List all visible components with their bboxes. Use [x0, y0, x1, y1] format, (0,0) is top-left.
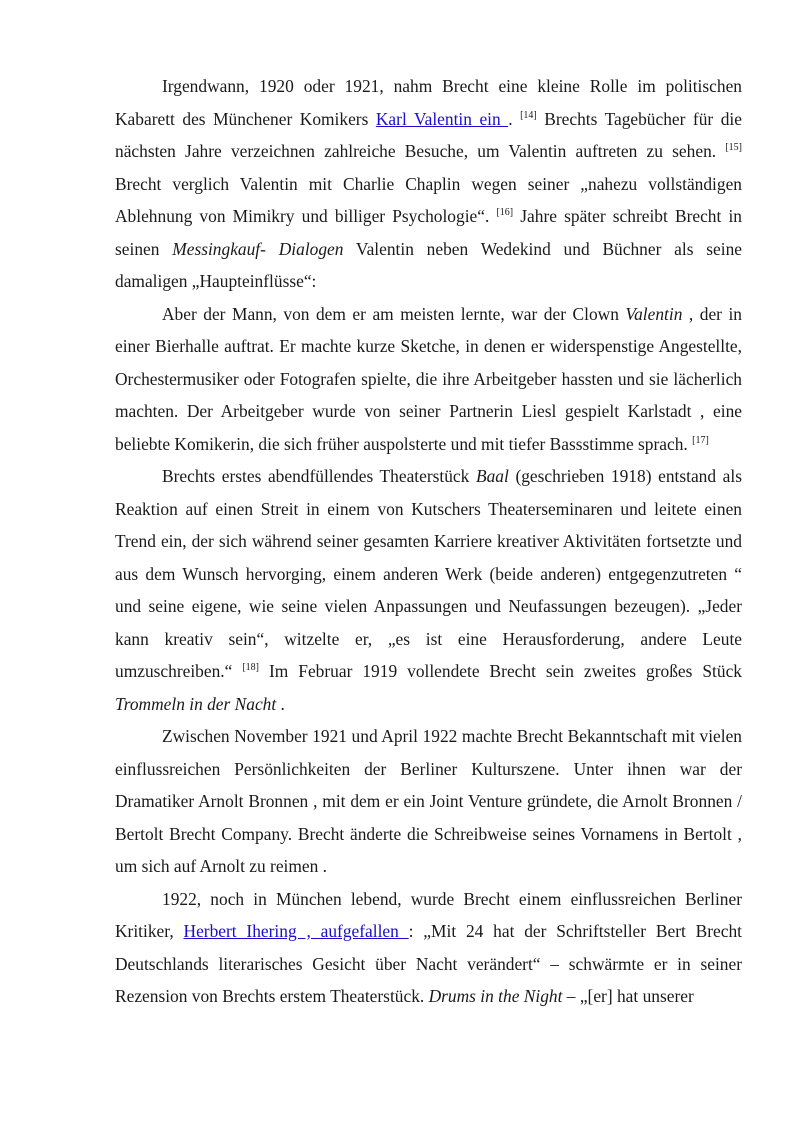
paragraph-text: Irgendwann, 1920 oder 1921, nahm Brecht eine kleine Rolle im politischen Kabarett des Münchener Komikers — [115, 76, 742, 129]
paragraph-text: – „[er] hat unserer — [562, 986, 694, 1006]
paragraph-text: . — [508, 108, 521, 129]
footnote-ref-18[interactable]: [18] — [242, 662, 259, 673]
paragraph-text: : „Mit 24 hat der Schriftsteller Bert Brecht Deutschlands literarisches Gesicht über Nacht verändert“ – schwärmte er in seiner Rezension von Brechts erstem Theaterstück. — [115, 921, 742, 1006]
footnote-ref-17[interactable]: [17] — [692, 434, 709, 446]
work-title-drums: Drums in the Night — [428, 986, 563, 1006]
document-page — [115, 70, 742, 1013]
paragraph-berlin — [115, 720, 742, 883]
karl-valentin-link[interactable]: Karl Valentin ein — [375, 108, 509, 129]
work-title-messingkauf: Messingkauf- Dialogen — [172, 238, 344, 259]
paragraph-quote-clown — [115, 298, 742, 461]
footnote-ref-14[interactable]: [14] — [520, 109, 537, 121]
work-title-baal: Baal — [475, 466, 509, 486]
paragraph-text: Brechts Tagebücher für die nächsten Jahre verzeichnen zahlreiche Besuche, um Valentin auftreten zu sehen. — [115, 108, 742, 161]
footnote-ref-16[interactable]: [16] — [496, 207, 514, 218]
footnote-ref-15[interactable]: [15] — [725, 142, 742, 153]
name-valentin: Valentin — [625, 303, 683, 324]
paragraph-text: , der in einer Bierhalle auftrat. Er machte kurze Sketche, in denen er widerspenstige Angestellte, Orchestermusiker oder Fotografen spielte, die ihre Arbeitgeber hassten und sie lächerlich machten. Der Arbeitgeber wurde von seiner Partnerin Liesl gespielt Karlstadt , eine beliebte Komikerin, die sich früher auspolsterte und mit tiefer Bassstimme sprach. — [115, 303, 742, 454]
paragraph-text: Brechts erstes abendfüllendes Theaterstück — [162, 466, 476, 486]
paragraph-text: Zwischen November 1921 und April 1922 machte Brecht Bekanntschaft mit vielen einflussreichen Persönlichkeiten der Berliner Kulturszene. Unter ihnen war der Dramatiker Arnolt Bronnen , mit dem er ein Joint Venture gründete, die Arnolt Bronnen / Bertolt Brecht Company. Brecht änderte die Schreibweise seines Vornamens in Bertolt , um sich auf Arnolt zu reimen . — [115, 726, 742, 876]
paragraph-ihering — [115, 883, 742, 1013]
paragraph-text: Brecht verglich Valentin mit Charlie Chaplin wegen seiner „nahezu vollständigen Ablehnung von Mimikry und billiger Psychologie“. — [115, 173, 742, 226]
paragraph-valentin — [115, 70, 742, 298]
paragraph-baal — [115, 460, 742, 720]
paragraph-text: (geschrieben 1918) entstand als Reaktion auf einen Streit in einem von Kutschers Theaterseminaren und leitete einen Trend ein, der sich während seiner gesamten Karriere kreativer Aktivitäten fortsetzte und aus dem Wunsch hervorging, einem anderen Werk (beide anderen) entgegenzutreten “ und seine eigene, wie seine vielen Anpassungen und Neufassungen bezeugen). „Jeder kann kreativ sein“, witzelte er, „es ist eine Herausforderung, andere Leute umzuschreiben.“ — [115, 466, 742, 681]
paragraph-text: Valentin neben Wedekind und Büchner als seine damaligen „Haupteinflüsse“: — [115, 238, 743, 291]
paragraph-text: 1922, noch in München lebend, wurde Brecht einem einflussreichen Berliner Kritiker, — [115, 888, 742, 941]
paragraph-text: Im Februar 1919 vollendete Brecht sein zweites großes Stück — [259, 661, 742, 681]
work-title-trommeln: Trommeln in der Nacht — [115, 693, 277, 714]
paragraph-text: Aber der Mann, von dem er am meisten lernte, war der Clown — [162, 303, 626, 324]
paragraph-text: Jahre später schreibt Brecht in seinen — [115, 206, 743, 259]
herbert-ihering-link[interactable]: Herbert Ihering , aufgefallen — [183, 921, 409, 941]
paragraph-text: . — [276, 693, 285, 714]
